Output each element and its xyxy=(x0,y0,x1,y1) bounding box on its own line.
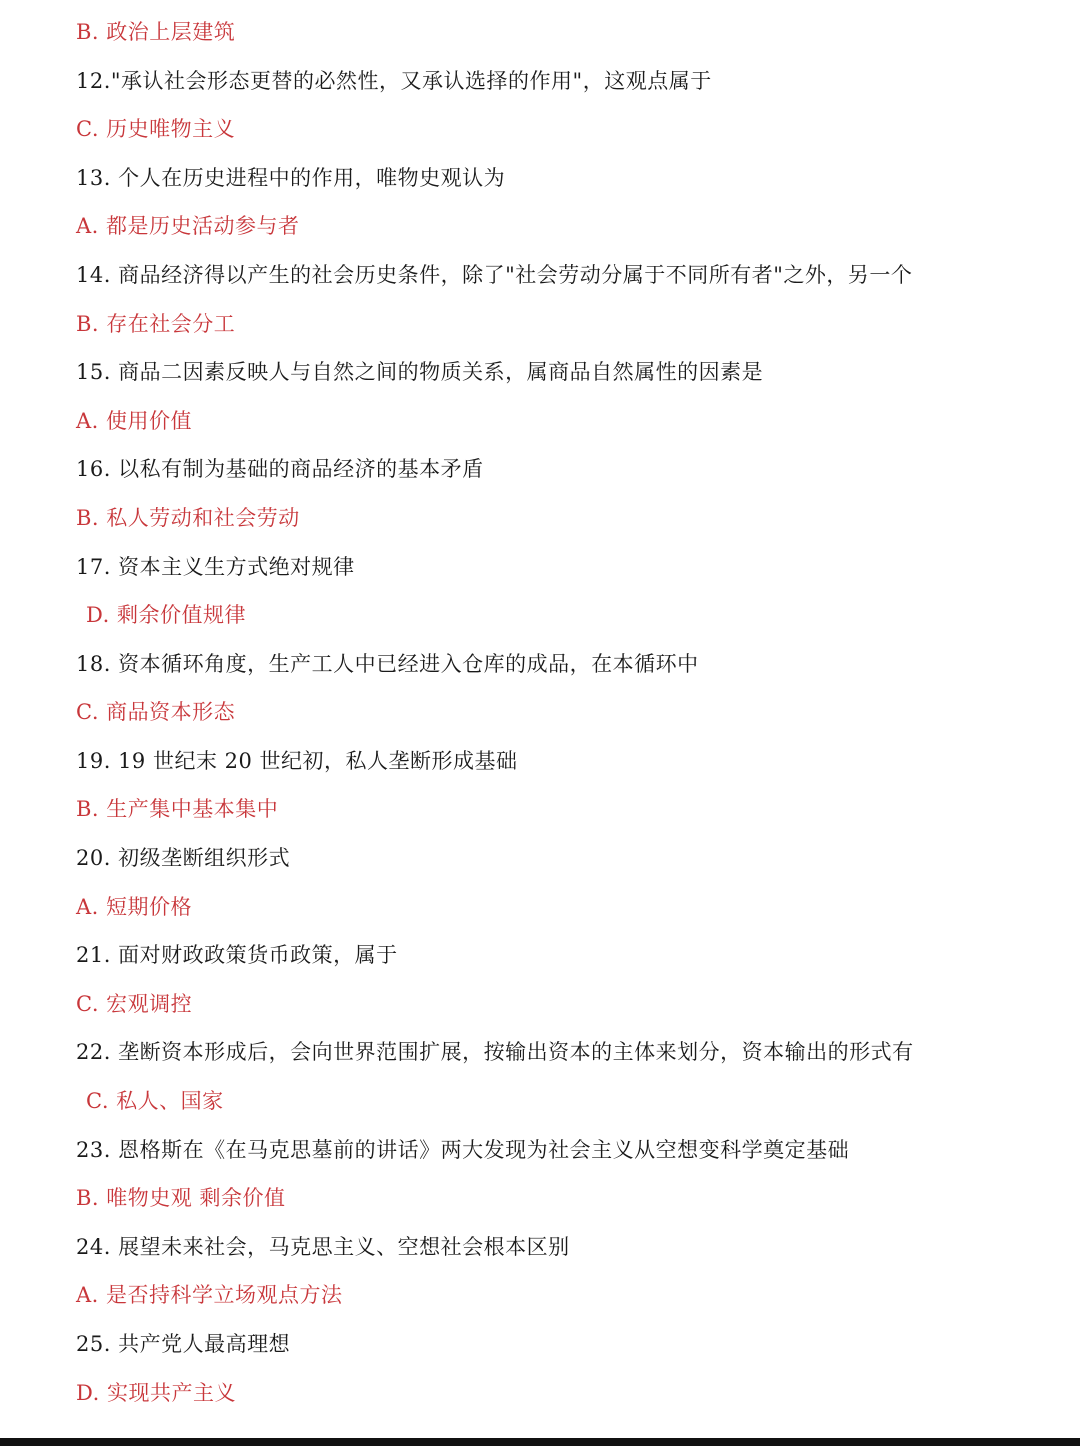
question-line: 13. 个人在历史进程中的作用，唯物史观认为 xyxy=(76,166,506,190)
answer-line: A. 短期价格 xyxy=(76,895,193,919)
answer-line: D. 实现共产主义 xyxy=(76,1381,236,1405)
question-line: 23. 恩格斯在《在马克思墓前的讲话》两大发现为社会主义从空想变科学奠定基础 xyxy=(76,1138,850,1162)
question-line: 17. 资本主义生方式绝对规律 xyxy=(76,555,355,579)
answer-line: B. 存在社会分工 xyxy=(76,312,236,336)
answer-line: A. 使用价值 xyxy=(76,409,193,433)
question-line: 22. 垄断资本形成后，会向世界范围扩展，按输出资本的主体来划分，资本输出的形式有 xyxy=(76,1040,914,1064)
answer-line: C. 历史唯物主义 xyxy=(76,117,236,141)
answer-line: B. 唯物史观 剩余价值 xyxy=(76,1186,286,1210)
question-line: 19. 19 世纪末 20 世纪初，私人垄断形成基础 xyxy=(76,749,518,773)
answer-line: A. 都是历史活动参与者 xyxy=(76,214,300,238)
answer-line: B. 生产集中基本集中 xyxy=(76,797,279,821)
question-line: 14. 商品经济得以产生的社会历史条件，除了"社会劳动分属于不同所有者"之外，另一个 xyxy=(76,263,913,287)
question-line: 20. 初级垄断组织形式 xyxy=(76,846,291,870)
question-line: 18. 资本循环角度，生产工人中已经进入仓库的成品，在本循环中 xyxy=(76,652,699,676)
question-line: 16. 以私有制为基础的商品经济的基本矛盾 xyxy=(76,457,484,481)
question-line: 25. 共产党人最高理想 xyxy=(76,1332,291,1356)
answer-line: D. 剩余价值规律 xyxy=(86,603,246,627)
answer-line: C. 宏观调控 xyxy=(76,992,193,1016)
bottom-border xyxy=(0,1438,1080,1446)
answer-line: C. 私人、国家 xyxy=(86,1089,224,1113)
answer-line: B. 政治上层建筑 xyxy=(76,20,236,44)
answer-line: B. 私人劳动和社会劳动 xyxy=(76,506,300,530)
question-line: 21. 面对财政政策货币政策，属于 xyxy=(76,943,398,967)
question-line: 15. 商品二因素反映人与自然之间的物质关系，属商品自然属性的因素是 xyxy=(76,360,764,384)
answer-line: A. 是否持科学立场观点方法 xyxy=(76,1283,343,1307)
question-line: 24. 展望未来社会，马克思主义、空想社会根本区别 xyxy=(76,1235,570,1259)
answer-line: C. 商品资本形态 xyxy=(76,700,236,724)
question-line: 12."承认社会形态更替的必然性，又承认选择的作用"，这观点属于 xyxy=(76,69,712,93)
